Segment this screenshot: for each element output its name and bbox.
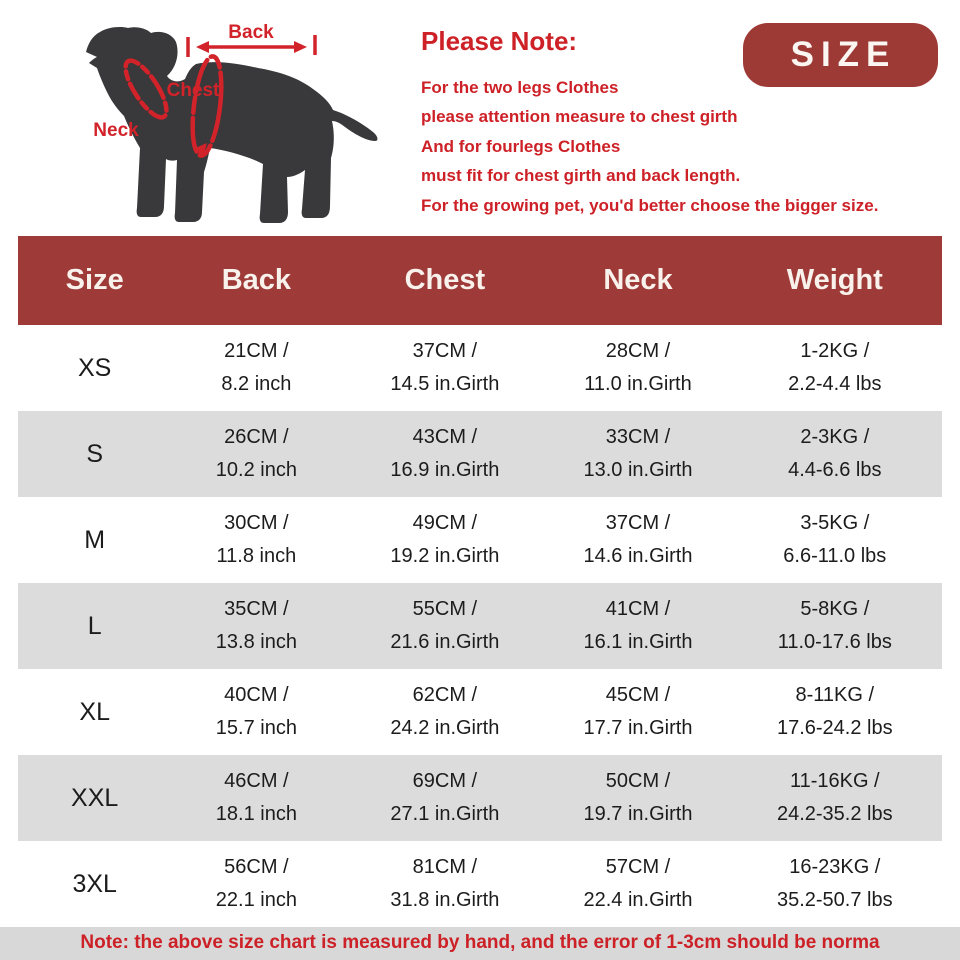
footer-note-text: Note: the above size chart is measured by hand, and the error of 1-3cm should be norma [80, 932, 880, 953]
cell-line: 37CM / [412, 340, 478, 362]
cell-line: 55CM / [412, 598, 478, 620]
back-cell [171, 679, 341, 745]
weight-cell [728, 507, 942, 573]
cell-line: 11-16KG / [789, 770, 880, 792]
cell-line: 57CM / [605, 856, 671, 878]
header-back: Back [221, 264, 292, 296]
chest-cell [341, 335, 548, 401]
cell-line: 69CM / [412, 770, 478, 792]
neck-cell [548, 679, 727, 745]
cell-line: 22.1 inch [215, 889, 297, 911]
cell-line: 2-3KG / [800, 426, 870, 448]
cell-line: 31.8 in.Girth [390, 889, 500, 911]
cell-line: 17.6-24.2 lbs [776, 717, 893, 739]
note-line: For the two legs Clothes [421, 78, 619, 97]
neck-cell [548, 765, 727, 831]
chest-cell [341, 421, 548, 487]
chest-cell [341, 507, 548, 573]
table-row-xxl [18, 755, 942, 841]
table-row-l [18, 583, 942, 669]
back-cell [171, 507, 341, 573]
back-arrowhead-right-icon [294, 41, 307, 53]
size-cell: S [86, 439, 104, 468]
header-weight: Weight [786, 264, 883, 296]
cell-line: 4.4-6.6 lbs [788, 459, 882, 481]
cell-line: 35CM / [224, 598, 289, 620]
cell-line: 19.7 in.Girth [583, 803, 693, 825]
cell-line: 21CM / [224, 340, 289, 362]
size-cell: L [87, 611, 102, 640]
cell-line: 14.6 in.Girth [583, 545, 693, 567]
cell-line: 45CM / [605, 684, 671, 706]
cell-line: 8.2 inch [221, 373, 292, 395]
cell-line: 11.8 inch [216, 545, 297, 567]
cell-line: 40CM / [224, 684, 289, 706]
cell-line: 2.2-4.4 lbs [788, 373, 882, 395]
note-line: please attention measure to chest girth [421, 107, 738, 127]
chest-label: Chest [166, 80, 220, 101]
size-cell: M [84, 525, 106, 554]
cell-line: 13.8 inch [215, 631, 297, 653]
cell-line: 43CM / [412, 426, 478, 448]
back-cell [171, 421, 341, 487]
neck-cell [548, 507, 727, 573]
weight-cell [728, 679, 942, 745]
cell-line: 1-2KG / [800, 340, 870, 362]
cell-line: 22.4 in.Girth [583, 889, 693, 911]
cell-line: 49CM / [412, 512, 478, 534]
cell-line: 6.6-11.0 lbs [783, 545, 887, 567]
cell-line: 62CM / [412, 684, 478, 706]
header-size: Size [65, 264, 124, 296]
cell-line: 11.0 in.Girth [584, 373, 692, 395]
chest-cell [341, 851, 548, 917]
cell-line: 11.0-17.6 lbs [777, 631, 892, 653]
cell-line: 24.2 in.Girth [390, 717, 500, 739]
header-chest: Chest [404, 264, 486, 296]
note-line: must fit for chest girth and back length. [421, 166, 741, 186]
size-cell: XXL [71, 783, 119, 812]
size-cell: XS [78, 353, 112, 382]
note-line: For the growing pet, you'd better choose the bigger size. [421, 195, 879, 215]
table-row-xl [18, 669, 942, 755]
back-cell [171, 765, 341, 831]
cell-line: 19.2 in.Girth [390, 545, 500, 567]
table-row-m [18, 497, 942, 583]
table-row-s [18, 411, 942, 497]
cell-line: 35.2-50.7 lbs [776, 889, 893, 911]
cell-line: 21.6 in.Girth [390, 631, 500, 653]
back-label: Back [228, 22, 274, 43]
back-cell [171, 593, 341, 659]
cell-line: 17.7 in.Girth [583, 717, 693, 739]
cell-line: 10.2 inch [215, 459, 297, 481]
size-cell: XL [79, 697, 110, 726]
table-row-xs [18, 325, 942, 411]
back-arrowhead-left-icon [196, 41, 209, 53]
cell-line: 16.1 in.Girth [583, 631, 693, 653]
weight-cell [728, 335, 942, 401]
neck-cell [548, 335, 727, 401]
cell-line: 56CM / [224, 856, 289, 878]
cell-line: 14.5 in.Girth [390, 373, 500, 395]
table-header-row [18, 236, 942, 325]
cell-line: 27.1 in.Girth [390, 803, 500, 825]
cell-line: 81CM / [412, 856, 478, 878]
weight-cell [728, 421, 942, 487]
chest-cell [341, 765, 548, 831]
dog-measurement-diagram [0, 0, 400, 236]
weight-cell [728, 851, 942, 917]
cell-line: 24.2-35.2 lbs [776, 803, 893, 825]
cell-line: 28CM / [605, 340, 671, 362]
cell-line: 33CM / [605, 426, 671, 448]
cell-line: 18.1 inch [215, 803, 297, 825]
chest-cell [341, 593, 548, 659]
cell-line: 50CM / [605, 770, 671, 792]
note-line: And for fourlegs Clothes [421, 136, 621, 156]
back-cell [171, 851, 341, 917]
weight-cell [728, 765, 942, 831]
neck-label: Neck [93, 120, 139, 141]
cell-line: 13.0 in.Girth [583, 459, 693, 481]
neck-cell [548, 421, 727, 487]
cell-line: 5-8KG / [800, 598, 870, 620]
cell-line: 16.9 in.Girth [390, 459, 500, 481]
weight-cell [728, 593, 942, 659]
neck-cell [548, 851, 727, 917]
table-row-3xl [18, 841, 942, 927]
cell-line: 30CM / [224, 512, 289, 534]
header-neck: Neck [603, 264, 673, 296]
cell-line: 8-11KG / [795, 684, 875, 706]
size-table [18, 236, 942, 927]
size-cell: 3XL [72, 869, 117, 898]
cell-line: 3-5KG / [800, 512, 870, 534]
cell-line: 26CM / [224, 426, 289, 448]
cell-line: 15.7 inch [215, 717, 297, 739]
back-cell [171, 335, 341, 401]
cell-line: 46CM / [224, 770, 289, 792]
chest-cell [341, 679, 548, 745]
cell-line: 37CM / [605, 512, 671, 534]
please-note-title: Please Note: [421, 26, 578, 56]
cell-line: 41CM / [605, 598, 671, 620]
neck-cell [548, 593, 727, 659]
footer-note-bar [0, 927, 960, 960]
size-badge: SIZE [743, 23, 938, 87]
cell-line: 16-23KG / [789, 856, 881, 878]
